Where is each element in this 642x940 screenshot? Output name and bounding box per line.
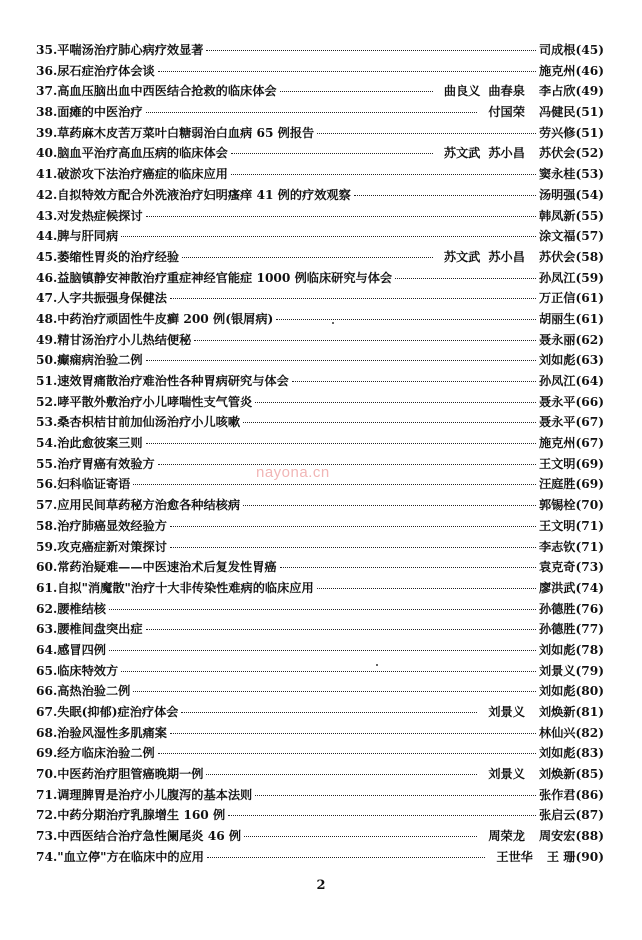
entry-title: 中药治疗顽固性牛皮癣 200 例(银屑病)	[57, 311, 274, 326]
entry-number: 66.	[36, 684, 58, 699]
table-of-contents	[36, 40, 604, 868]
toc-entry	[36, 164, 604, 185]
entry-title: 治此愈彼案三则	[57, 436, 143, 451]
entry-title: 哮平散外敷治疗小儿哮喘性支气管炎	[57, 394, 253, 409]
dot-leader	[146, 216, 536, 217]
entry-author-page: 聂永平(67)	[538, 415, 604, 430]
entry-author-page: 张作君(86)	[538, 787, 604, 802]
entry-number: 52.	[36, 394, 58, 409]
toc-entry	[36, 847, 604, 868]
entry-author-page: 孙凤江(59)	[538, 270, 604, 285]
coauthor-name: 曲良义	[443, 84, 481, 99]
dot-leader	[228, 815, 536, 816]
entry-coauthors	[436, 143, 525, 164]
coauthor-name: 苏文武	[443, 146, 481, 161]
entry-author-page: 林仙兴(82)	[538, 725, 604, 740]
toc-entry	[36, 743, 604, 764]
entry-title: 治疗肺癌显效经验方	[57, 518, 167, 533]
toc-entry	[36, 330, 604, 351]
entry-number: 67.	[36, 705, 58, 719]
entry-author-page: 聂永平(66)	[538, 394, 604, 409]
entry-number: 40.	[36, 146, 58, 161]
entry-title: 攻克癌症新对策探讨	[57, 539, 167, 554]
toc-entry	[36, 495, 604, 516]
toc-entry	[36, 81, 604, 102]
entry-author-page: 刘景义(79)	[538, 663, 604, 678]
entry-number: 63.	[36, 622, 58, 637]
coauthor-name: 苏文武	[443, 249, 481, 264]
entry-title: 尿石症治疗体会谈	[57, 63, 155, 78]
dot-leader	[255, 402, 536, 403]
entry-title: 腰椎间盘突出症	[57, 622, 143, 637]
coauthor-name: 王世华	[496, 849, 533, 864]
toc-entry	[36, 206, 604, 227]
entry-number: 42.	[36, 187, 58, 202]
entry-title: 草药麻木皮苦万菜叶白糖弱治白血病 65 例报告	[57, 125, 315, 140]
entry-author-page: 聂永丽(62)	[538, 332, 604, 347]
dot-leader	[231, 153, 433, 154]
entry-author-page: 汪庭胜(69)	[538, 477, 604, 492]
dot-leader	[206, 774, 477, 775]
dot-leader	[280, 91, 433, 92]
dot-leader	[243, 422, 536, 423]
toc-entry	[36, 723, 604, 744]
dot-leader	[280, 567, 536, 568]
entry-title: 速效胃痛散治疗难治性各种胃病研究与体会	[57, 374, 289, 388]
entry-coauthors	[436, 81, 525, 102]
entry-title: 萎缩性胃炎的治疗经验	[57, 249, 180, 264]
entry-author-page: 涂文福(57)	[538, 229, 604, 244]
watermark: nayona.cn	[256, 464, 330, 481]
toc-entry	[36, 702, 604, 723]
entry-number: 73.	[36, 829, 58, 844]
toc-entry	[36, 309, 604, 330]
entry-title: 面瘫的中医治疗	[57, 105, 143, 120]
entry-coauthors	[480, 702, 525, 723]
toc-entry	[36, 578, 604, 599]
entry-number: 49.	[36, 332, 58, 347]
entry-title: "血立停"方在临床中的应用	[57, 849, 204, 864]
entry-number: 65.	[36, 663, 58, 678]
toc-entry	[36, 599, 604, 620]
entry-title: 平喘汤治疗肺心病疗效显著	[57, 43, 204, 57]
entry-title: 应用民间草药秘方治愈各种结核病	[57, 498, 241, 513]
entry-title: 治验风湿性多肌痛案	[57, 725, 167, 740]
dot-leader	[317, 588, 536, 589]
entry-author-page: 苏伏会(52)	[538, 146, 604, 161]
entry-number: 57.	[36, 498, 58, 513]
entry-author-page: 郭锡栓(70)	[538, 498, 604, 513]
dot-leader	[170, 733, 536, 734]
dot-leader	[121, 236, 536, 237]
entry-number: 56.	[36, 477, 58, 492]
entry-title: 对发热症候探讨	[57, 208, 143, 223]
entry-number: 69.	[36, 746, 58, 761]
dot-leader	[181, 712, 477, 713]
dot-leader	[292, 381, 536, 382]
dot-leader	[146, 443, 536, 444]
entry-author-page: 孙凤江(64)	[538, 374, 604, 388]
entry-title: 中医药治疗胆管癌晚期一例	[57, 767, 204, 782]
entry-number: 70.	[36, 767, 58, 782]
entry-coauthors	[488, 847, 533, 868]
entry-number: 47.	[36, 291, 58, 306]
entry-title: 中药分期治疗乳腺增生 160 例	[57, 808, 226, 823]
entry-author-page: 李志钦(71)	[538, 539, 604, 554]
entry-author-page: 刘焕新(81)	[538, 705, 604, 719]
entry-number: 45.	[36, 249, 58, 264]
dot-leader	[231, 174, 536, 175]
entry-number: 58.	[36, 518, 58, 533]
entry-title: 高热治验二例	[57, 684, 131, 699]
dot-leader	[158, 753, 536, 754]
dot-leader	[194, 340, 536, 341]
entry-number: 48.	[36, 311, 58, 326]
coauthor-name: 曲春泉	[488, 84, 525, 99]
dot-leader	[354, 195, 536, 196]
entry-number: 71.	[36, 787, 58, 802]
entry-number: 64.	[36, 642, 58, 657]
toc-entry	[36, 185, 604, 206]
entry-author-page: 刘如彪(78)	[538, 642, 604, 657]
toc-entry	[36, 247, 604, 268]
entry-number: 43.	[36, 208, 58, 223]
coauthor-name: 苏小昌	[488, 249, 525, 264]
entry-title: 腰椎结核	[57, 601, 106, 616]
entry-title: 常药治疑难——中医速治术后复发性胃癌	[57, 560, 277, 575]
toc-entry	[36, 40, 604, 61]
entry-author-page: 冯健民(51)	[538, 105, 604, 120]
dot-leader	[317, 133, 536, 134]
entry-number: 50.	[36, 353, 58, 368]
toc-entry	[36, 412, 604, 433]
entry-author-page: 李占欣(49)	[538, 84, 604, 99]
entry-author-page: 刘如彪(83)	[538, 746, 604, 761]
entry-title: 精甘汤治疗小儿热结便秘	[57, 332, 192, 347]
toc-entry	[36, 392, 604, 413]
toc-entry	[36, 557, 604, 578]
entry-author-page: 司成根(45)	[538, 43, 604, 57]
entry-title: 破淤攻下法治疗癌症的临床应用	[57, 167, 228, 182]
dot-leader	[109, 609, 536, 610]
entry-author-page: 施克州(67)	[538, 436, 604, 451]
entry-number: 51.	[36, 374, 58, 388]
entry-author-page: 周安宏(88)	[538, 829, 604, 844]
entry-author-page: 刘如彪(63)	[538, 353, 604, 368]
entry-number: 61.	[36, 580, 58, 595]
entry-number: 62.	[36, 601, 58, 616]
toc-entry	[36, 640, 604, 661]
toc-entry	[36, 143, 604, 164]
entry-number: 41.	[36, 167, 58, 182]
entry-author-page: 廖洪武(74)	[538, 580, 604, 595]
entry-coauthors	[480, 102, 525, 123]
toc-entry	[36, 288, 604, 309]
entry-coauthors	[436, 247, 525, 268]
entry-number: 38.	[36, 105, 58, 120]
entry-number: 37.	[36, 84, 58, 99]
entry-coauthors	[480, 764, 525, 785]
entry-title: 人字共振强身保健法	[57, 291, 167, 306]
toc-entry	[36, 61, 604, 82]
coauthor-name: 付国荣	[488, 105, 525, 120]
entry-title: 妇科临证寄语	[57, 477, 131, 492]
entry-title: 经方临床治验二例	[57, 746, 155, 761]
entry-number: 44.	[36, 229, 58, 244]
toc-entry	[36, 681, 604, 702]
dot-leader	[182, 257, 433, 258]
coauthor-name: 刘景义	[488, 767, 525, 782]
scan-speck	[376, 664, 378, 666]
toc-entry	[36, 516, 604, 537]
entry-number: 72.	[36, 808, 58, 823]
dot-leader	[133, 691, 536, 692]
toc-entry	[36, 123, 604, 144]
entry-title: 调理脾胃是治疗小儿腹泻的基本法则	[57, 787, 253, 802]
coauthor-name: 周荣龙	[488, 829, 525, 844]
dot-leader	[255, 795, 536, 796]
entry-author-page: 张启云(87)	[538, 808, 604, 823]
dot-leader	[206, 50, 535, 51]
dot-leader	[243, 505, 536, 506]
entry-author-page: 孙德胜(77)	[538, 622, 604, 637]
coauthor-name: 苏小昌	[488, 146, 525, 161]
entry-title: 失眠(抑郁)症治疗体会	[57, 705, 179, 719]
toc-entry	[36, 826, 604, 847]
entry-number: 55.	[36, 456, 58, 471]
toc-entry	[36, 764, 604, 785]
dot-leader	[146, 360, 536, 361]
entry-title: 脾与肝同病	[57, 229, 119, 244]
entry-author-page: 袁克奇(73)	[538, 560, 604, 575]
entry-author-page: 王 珊(90)	[546, 849, 604, 864]
coauthor-name: 刘景义	[488, 705, 525, 719]
dot-leader	[170, 547, 536, 548]
dot-leader	[170, 298, 536, 299]
entry-number: 35.	[36, 43, 58, 57]
entry-number: 54.	[36, 436, 58, 451]
dot-leader	[146, 112, 478, 113]
toc-entry	[36, 805, 604, 826]
entry-author-page: 王文明(71)	[538, 518, 604, 533]
dot-leader	[244, 836, 477, 837]
entry-title: 高血压脑出血中西医结合抢救的临床体会	[57, 84, 277, 99]
toc-entry	[36, 226, 604, 247]
dot-leader	[121, 671, 536, 672]
dot-leader	[158, 71, 536, 72]
toc-entry	[36, 350, 604, 371]
dot-leader	[158, 464, 536, 465]
entry-title: 临床特效方	[57, 663, 119, 678]
entry-title: 中西医结合治疗急性阑尾炎 46 例	[57, 829, 242, 844]
entry-title: 益脑镇静安神散治疗重症神经官能症 1000 例临床研究与体会	[57, 270, 393, 285]
dot-leader	[207, 857, 485, 858]
entry-title: 癫痫病治验二例	[57, 353, 143, 368]
page-number: 2	[316, 878, 326, 893]
toc-entry	[36, 785, 604, 806]
toc-entry	[36, 661, 604, 682]
entry-number: 60.	[36, 560, 58, 575]
entry-author-page: 汤明强(54)	[538, 187, 604, 202]
entry-number: 53.	[36, 415, 58, 430]
entry-author-page: 苏伏会(58)	[538, 249, 604, 264]
dot-leader	[170, 526, 536, 527]
entry-author-page: 刘如彪(80)	[538, 684, 604, 699]
dot-leader	[146, 629, 536, 630]
toc-entry	[36, 268, 604, 289]
entry-number: 59.	[36, 539, 58, 554]
toc-entry	[36, 537, 604, 558]
entry-title: 自拟特效方配合外洗液治疗妇明瘙痒 41 例的疗效观察	[57, 187, 351, 202]
entry-number: 36.	[36, 63, 58, 78]
entry-author-page: 王文明(69)	[538, 456, 604, 471]
entry-coauthors	[480, 826, 525, 847]
entry-number: 68.	[36, 725, 58, 740]
entry-title: 脑血平治疗高血压病的临床体会	[57, 146, 228, 161]
entry-title: 感冒四例	[57, 642, 106, 657]
entry-number: 74.	[36, 849, 58, 864]
entry-title: 治疗胃癌有效验方	[57, 456, 155, 471]
toc-entry	[36, 102, 604, 123]
entry-author-page: 韩凤新(55)	[538, 208, 604, 223]
scan-speck	[332, 322, 334, 324]
entry-title: 桑杏枳桔甘前加仙汤治疗小儿咳嗽	[57, 415, 241, 430]
dot-leader	[276, 319, 536, 320]
entry-author-page: 劳兴修(51)	[538, 125, 604, 140]
entry-author-page: 万正信(61)	[538, 291, 604, 306]
entry-number: 46.	[36, 270, 58, 285]
entry-title: 自拟"消魔散"治疗十大非传染性难病的临床应用	[57, 580, 314, 595]
toc-entry	[36, 433, 604, 454]
entry-author-page: 窦永桂(53)	[538, 167, 604, 182]
dot-leader	[109, 650, 536, 651]
dot-leader	[133, 484, 536, 485]
toc-entry	[36, 371, 604, 392]
entry-author-page: 刘焕新(85)	[538, 767, 604, 782]
entry-author-page: 孙德胜(76)	[538, 601, 604, 616]
toc-entry	[36, 619, 604, 640]
entry-author-page: 施克州(46)	[538, 63, 604, 78]
dot-leader	[395, 278, 536, 279]
entry-number: 39.	[36, 125, 58, 140]
entry-author-page: 胡丽生(61)	[538, 311, 604, 326]
